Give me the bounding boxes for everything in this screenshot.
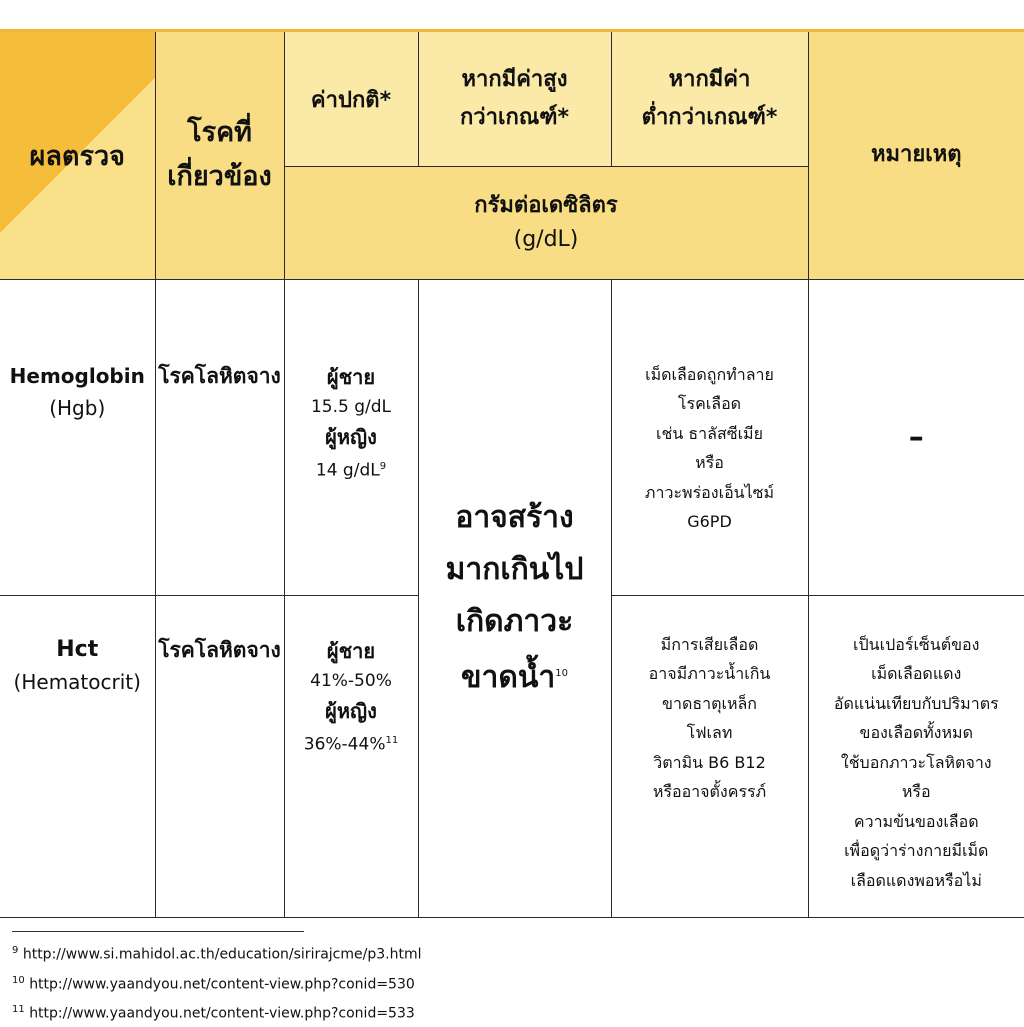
disease-cell (155, 279, 284, 595)
low-line: มีการเสียเลือด (612, 630, 808, 660)
high-line-4: ขาดน้ำ (461, 660, 555, 695)
low-line: วิตามิน B6 B12 (612, 748, 808, 778)
high-footnote-ref: 10 (555, 668, 568, 679)
header-result (0, 32, 155, 279)
header-disease-line2: เกี่ยวข้อง (156, 155, 284, 199)
header-low-line2: ต่ำกว่าเกณฑ์* (612, 99, 808, 137)
table-row (0, 279, 1024, 595)
low-line: หรือ (612, 448, 808, 478)
disease-cell (155, 595, 284, 917)
note-cell (808, 595, 1024, 917)
footnote-item (12, 997, 421, 1027)
note-line: เป็นเปอร์เซ็นต์ของ (809, 630, 1024, 660)
footnote-divider (12, 931, 304, 932)
header-high (418, 32, 611, 166)
note-line: ใช้บอกภาวะโลหิตจาง (809, 748, 1024, 778)
note-line: เพื่อดูว่าร่างกายมีเม็ด (809, 836, 1024, 866)
header-normal (284, 32, 418, 166)
low-value-cell (611, 279, 808, 595)
header-note-label: หมายเหตุ (871, 142, 962, 167)
footnote-item (12, 938, 421, 968)
test-name-cell (0, 595, 155, 917)
header-high-line1: หากมีค่าสูง (419, 61, 611, 99)
footnote-number: 11 (12, 1004, 25, 1015)
male-value: 41%-50% (285, 666, 418, 696)
note-line: ของเลือดทั้งหมด (809, 718, 1024, 748)
female-label: ผู้หญิง (285, 696, 418, 726)
disease-name: โรคโลหิตจาง (156, 360, 284, 392)
note-line: หรือ (809, 777, 1024, 807)
female-label: ผู้หญิง (285, 422, 418, 452)
test-name-cell (0, 279, 155, 595)
low-line: โรคเลือด (612, 389, 808, 419)
low-line: อาจมีภาวะน้ำเกิน (612, 659, 808, 689)
disease-name: โรคโลหิตจาง (156, 634, 284, 666)
header-unit (284, 166, 808, 279)
footnote-number: 10 (12, 975, 25, 986)
low-line: เช่น ธาลัสซีเมีย (612, 419, 808, 449)
female-footnote-ref: 11 (385, 735, 398, 746)
footnote-item (12, 968, 421, 998)
header-normal-label: ค่าปกติ* (285, 82, 418, 120)
header-unit-line2: (g/dL) (285, 223, 808, 257)
low-line: หรืออาจตั้งครรภ์ (612, 777, 808, 807)
female-value-line (285, 452, 418, 486)
note-line: ความข้นของเลือด (809, 807, 1024, 837)
high-value-cell (418, 279, 611, 917)
high-line-4-wrap (419, 648, 611, 704)
test-name: Hct (0, 634, 155, 666)
high-line-2: มากเกินไป (419, 544, 611, 596)
female-value: 36%-44% (304, 734, 386, 754)
header-high-line2: กว่าเกณฑ์* (419, 99, 611, 137)
male-label: ผู้ชาย (285, 362, 418, 392)
low-line: เม็ดเลือดถูกทำลาย (612, 360, 808, 390)
header-disease-line1: โรคที่ (156, 111, 284, 155)
low-line: G6PD (612, 507, 808, 537)
normal-value-cell (284, 595, 418, 917)
note-dash: – (909, 420, 924, 455)
footnote-link[interactable]: http://www.yaandyou.net/content-view.php?conid=530 (29, 976, 415, 992)
footnote-link[interactable]: http://www.yaandyou.net/content-view.php?conid=533 (29, 1006, 415, 1022)
test-name: Hemoglobin (0, 360, 155, 392)
female-value-line (285, 726, 418, 760)
footnote-link[interactable]: http://www.si.mahidol.ac.th/education/sirirajcme/p3.html (23, 947, 422, 963)
female-value: 14 g/dL (316, 460, 380, 480)
footnote-number: 9 (12, 945, 18, 956)
note-cell (808, 279, 1024, 595)
male-value: 15.5 g/dL (285, 392, 418, 422)
test-abbr: (Hgb) (0, 392, 155, 424)
footnotes (12, 938, 421, 1027)
test-abbr: (Hematocrit) (0, 666, 155, 698)
normal-value-cell (284, 279, 418, 595)
header-disease (155, 32, 284, 279)
note-line: เลือดแดงพอหรือไม่ (809, 866, 1024, 896)
male-label: ผู้ชาย (285, 636, 418, 666)
low-line: โฟเลท (612, 718, 808, 748)
blood-test-table (0, 32, 1024, 918)
low-value-cell (611, 595, 808, 917)
note-line: อัดแน่นเทียบกับปริมาตร (809, 689, 1024, 719)
note-line: เม็ดเลือดแดง (809, 659, 1024, 689)
high-line-3: เกิดภาวะ (419, 596, 611, 648)
female-footnote-ref: 9 (380, 461, 386, 472)
header-unit-line1: กรัมต่อเดซิลิตร (285, 189, 808, 223)
low-line: ภาวะพร่องเอ็นไซม์ (612, 478, 808, 508)
header-low-line1: หากมีค่า (612, 61, 808, 99)
header-result-label: ผลตรวจ (30, 141, 125, 172)
header-note (808, 32, 1024, 279)
high-line-1: อาจสร้าง (419, 492, 611, 544)
header-low (611, 32, 808, 166)
low-line: ขาดธาตุเหล็ก (612, 689, 808, 719)
